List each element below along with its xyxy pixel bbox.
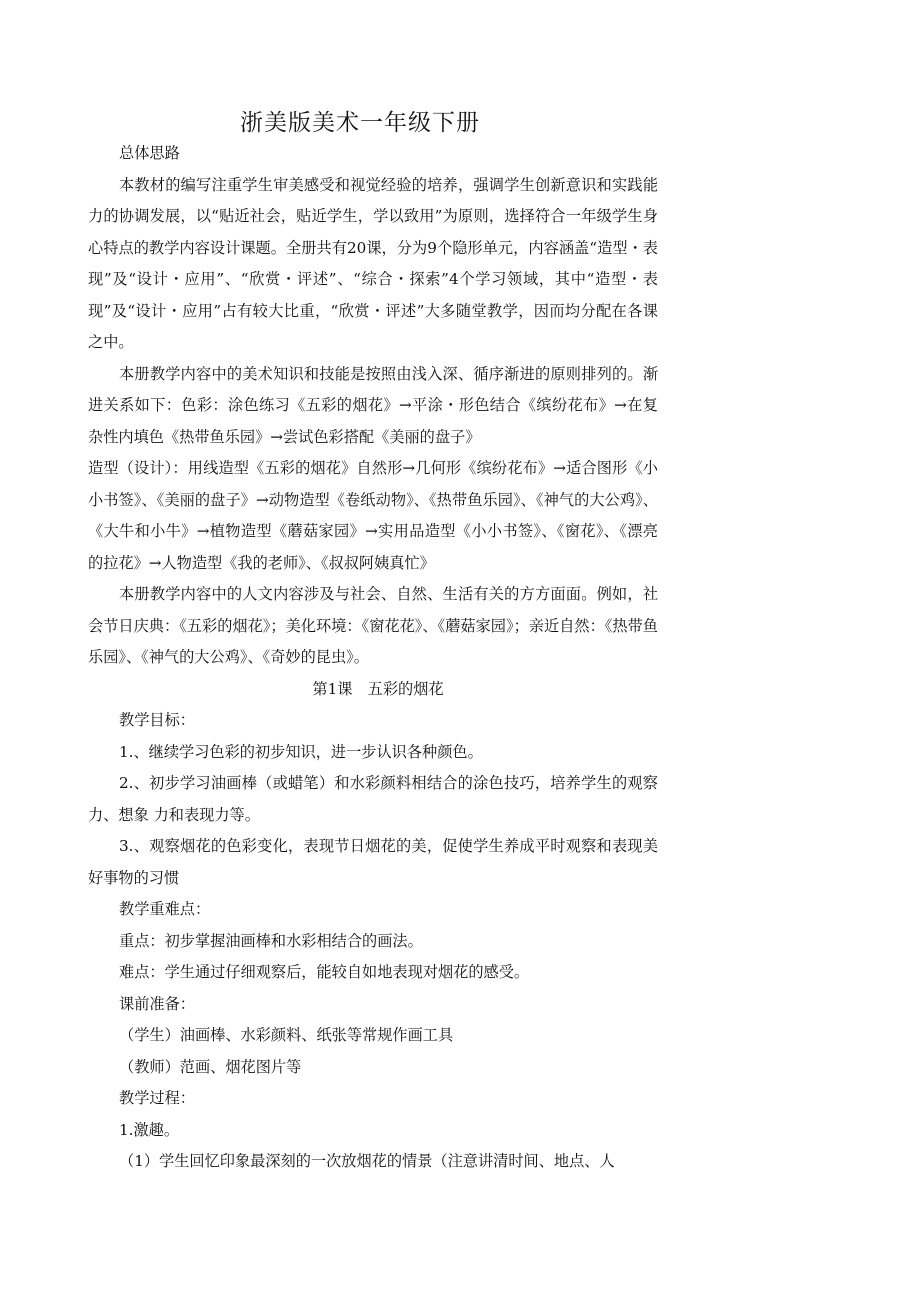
- document-body: [88, 138, 658, 1178]
- difficulty-point: 难点：学生通过仔细观察后，能较自如地表现对烟花的感受。: [119, 963, 530, 981]
- paragraph-modeling: 造型（设计）：用线造型《五彩的烟花》自然形→几何形《缤纷花布》→适合图形《小小书签》、《美丽的盘子》→动物造型《卷纸动物》、《热带鱼乐园》、《神气的大公鸡》、《大牛和小牛》→植物造型《蘑菇家园》→实用品造型《小小书签》、《窗花》、《漂亮的拉花》→人物造型《我的老师》、《叔叔阿姨真忙》: [88, 459, 658, 572]
- goals-heading: 教学目标：: [119, 711, 195, 729]
- process-step-1-item-1: （1）学生回忆印象最深刻的一次放烟花的情景（注意讲清时间、地点、人: [119, 1152, 615, 1170]
- key-points-heading: 教学重难点：: [119, 900, 211, 918]
- document-title: 浙美版美术一年级下册: [240, 110, 480, 136]
- paragraph-overview: 本教材的编写注重学生审美感受和视觉经验的培养，强调学生创新意识和实践能力的协调发展，以“贴近社会，贴近学生，学以致用”为原则，选择符合一年级学生身心特点的教学内容设计课题。全册共有20课，分为9个隐形单元，内容涵盖“造型・表现”及“设计・应用”、“欣赏・评述”、“综合・探索”4个学习领域，其中“造型・表现”及“设计・应用”占有较大比重，“欣赏・评述”大多随堂教学，因而均分配在各课之中。: [88, 175, 658, 351]
- goal-item-3: 3.、观察烟花的色彩变化，表现节日烟花的美，促使学生养成平时观察和表现美好事物的习惯: [88, 837, 658, 887]
- process-heading: 教学过程：: [119, 1089, 195, 1107]
- preparation-teacher: （教师）范画、烟花图片等: [119, 1057, 302, 1076]
- goal-item-2: 2.、初步学习油画棒（或蜡笔）和水彩颜料相结合的涂色技巧，培养学生的观察力、想象 力和表现力等。: [88, 774, 658, 824]
- lesson-title: 第1课 五彩的烟花: [312, 679, 444, 698]
- goal-item-1: 1.、继续学习色彩的初步知识，进一步认识各种颜色。: [119, 742, 483, 761]
- paragraph-progression: 本册教学内容中的美术知识和技能是按照由浅入深、循序渐进的原则排列的。渐进关系如下：色彩：涂色练习《五彩的烟花》→平涂・形色结合《缤纷花布》→在复杂性内填色《热带鱼乐园》→尝试色彩搭配《美丽的盘子》: [88, 364, 658, 446]
- section-heading: 总体思路: [119, 144, 180, 162]
- preparation-student: （学生）油画棒、水彩颜料、纸张等常规作画工具: [119, 1026, 454, 1044]
- process-step-1: 1.激趣。: [119, 1120, 180, 1139]
- key-point: 重点：初步掌握油画棒和水彩相结合的画法。: [119, 931, 423, 950]
- preparation-heading: 课前准备：: [119, 994, 195, 1013]
- paragraph-humanities: 本册教学内容中的人文内容涉及与社会、自然、生活有关的方方面面。例如，社会节日庆典：《五彩的烟花》；美化环境：《窗花花》、《蘑菇家园》；亲近自然：《热带鱼乐园》、《神气的大公鸡》、《奇妙的昆虫》。: [88, 585, 658, 666]
